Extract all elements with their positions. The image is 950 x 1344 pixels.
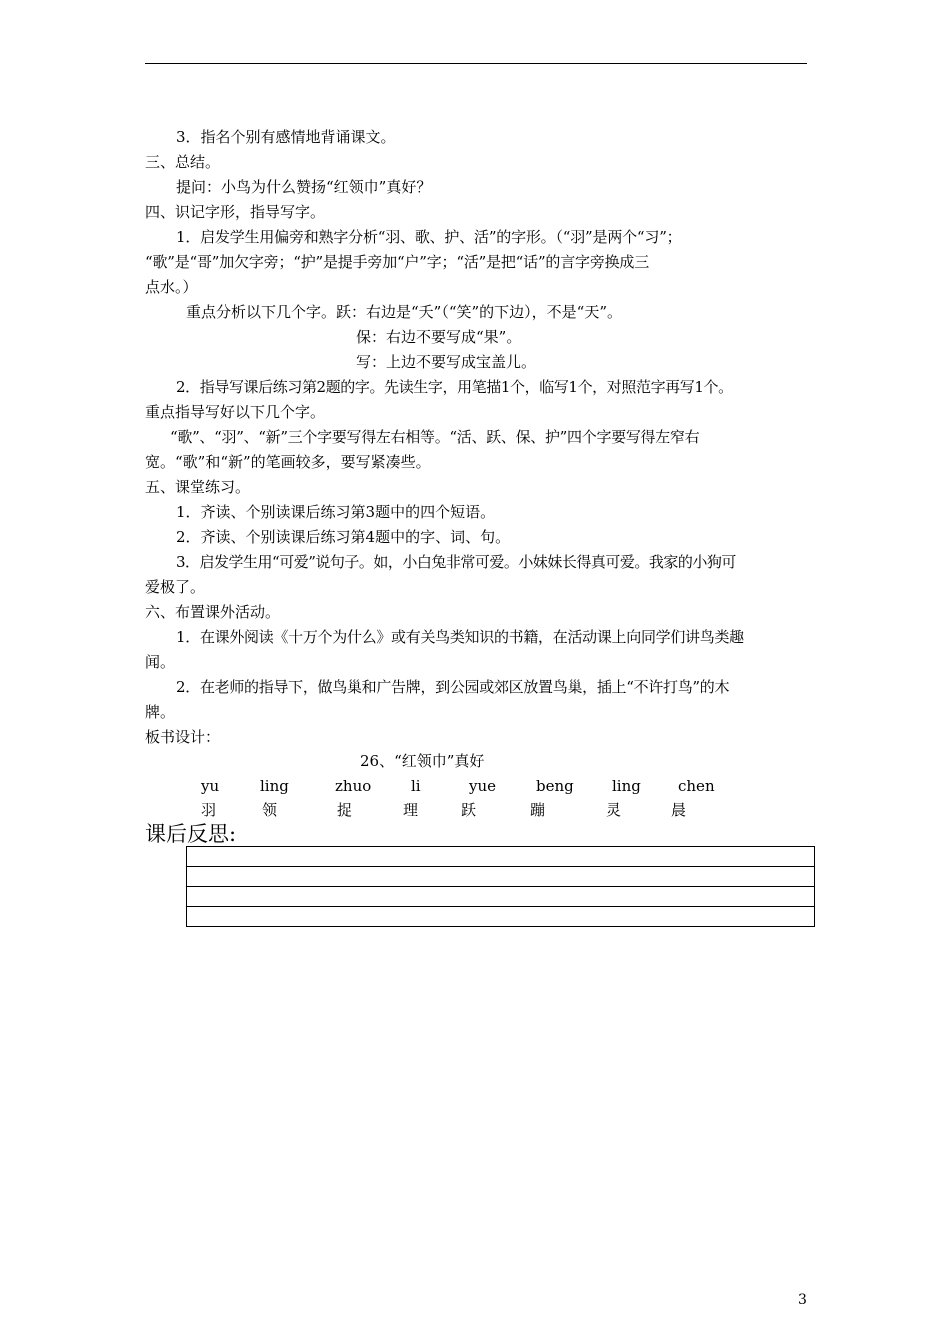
board-character-row xyxy=(0,800,950,820)
pinyin: yu xyxy=(201,777,220,795)
text-line: 1．启发学生用偏旁和熟字分析“羽、歌、护、活”的字形。（“羽”是两个“习”； xyxy=(176,228,682,246)
character: 跃 xyxy=(461,801,477,819)
board-pinyin-row xyxy=(0,776,950,796)
reflection-line[interactable] xyxy=(187,907,815,927)
text-line: 爱极了。 xyxy=(145,578,206,596)
pinyin: zhuo xyxy=(335,777,372,795)
pinyin: yue xyxy=(469,777,497,795)
pinyin: ling xyxy=(260,777,289,795)
text-line: 2．齐读、个别读课后练习第4题中的字、词、句。 xyxy=(176,528,511,546)
page-number: 3 xyxy=(798,1292,807,1308)
text-line: 1．齐读、个别读课后练习第3题中的四个短语。 xyxy=(176,503,496,521)
character: 灵 xyxy=(606,801,622,819)
text-line: 闻。 xyxy=(145,653,176,671)
reflection-table xyxy=(186,846,815,927)
pinyin: chen xyxy=(678,777,715,795)
pinyin: li xyxy=(411,777,421,795)
section-heading: 六、布置课外活动。 xyxy=(145,603,281,621)
reflection-line[interactable] xyxy=(187,867,815,887)
section-heading: 四、识记字形，指导写字。 xyxy=(145,203,326,221)
text-line: 重点指导写好以下几个字。 xyxy=(145,403,326,421)
text-line: 2．在老师的指导下，做鸟巢和广告牌，到公园或郊区放置鸟巢，插上“不许打鸟”的木 xyxy=(176,678,730,696)
character: 捉 xyxy=(337,801,353,819)
board-title: 26、“红领巾”真好 xyxy=(360,752,485,770)
character: 领 xyxy=(262,801,278,819)
section-heading: 五、课堂练习。 xyxy=(145,478,251,496)
text-line: 点水。） xyxy=(145,278,198,296)
reflection-line[interactable] xyxy=(187,887,815,907)
text-line: “歌”、“羽”、“新”三个字要写得左右相等。“活、跃、保、护”四个字要写得左窄右 xyxy=(170,428,700,446)
text-line: 2．指导写课后练习第2题的字。先读生字，用笔描1个，临写1个，对照范字再写1个。 xyxy=(176,378,733,396)
text-line: 牌。 xyxy=(145,703,176,721)
reflection-heading: 课后反思: xyxy=(145,822,237,846)
text-line: 重点分析以下几个字。跃：右边是“夭”（“笑”的下边），不是“天”。 xyxy=(186,303,623,321)
section-heading: 三、总结。 xyxy=(145,153,221,171)
character: 理 xyxy=(403,801,419,819)
text-line: 3．指名个别有感情地背诵课文。 xyxy=(176,128,396,146)
character: 蹦 xyxy=(530,801,546,819)
header-rule xyxy=(145,63,807,64)
character: 羽 xyxy=(201,801,217,819)
pinyin: ling xyxy=(612,777,641,795)
text-line: 保：右边不要写成“果”。 xyxy=(356,328,522,346)
pinyin: beng xyxy=(536,777,574,795)
text-line: 写：上边不要写成宝盖儿。 xyxy=(356,353,537,371)
character: 晨 xyxy=(671,801,687,819)
text-line: 3．启发学生用“可爱”说句子。如，小白兔非常可爱。小妹妹长得真可爱。我家的小狗可 xyxy=(176,553,736,571)
reflection-line[interactable] xyxy=(187,847,815,867)
text-line: “歌”是“哥”加欠字旁；“护”是提手旁加“户”字；“活”是把“话”的言字旁换成三 xyxy=(145,253,650,271)
text-line: 板书设计： xyxy=(145,728,221,746)
text-line: 提问：小鸟为什么赞扬“红领巾”真好？ xyxy=(176,178,432,196)
text-line: 宽。“歌”和“新”的笔画较多，要写紧凑些。 xyxy=(145,453,431,471)
text-line: 1．在课外阅读《十万个为什么》或有关鸟类知识的书籍，在活动课上向同学们讲鸟类趣 xyxy=(176,628,744,646)
